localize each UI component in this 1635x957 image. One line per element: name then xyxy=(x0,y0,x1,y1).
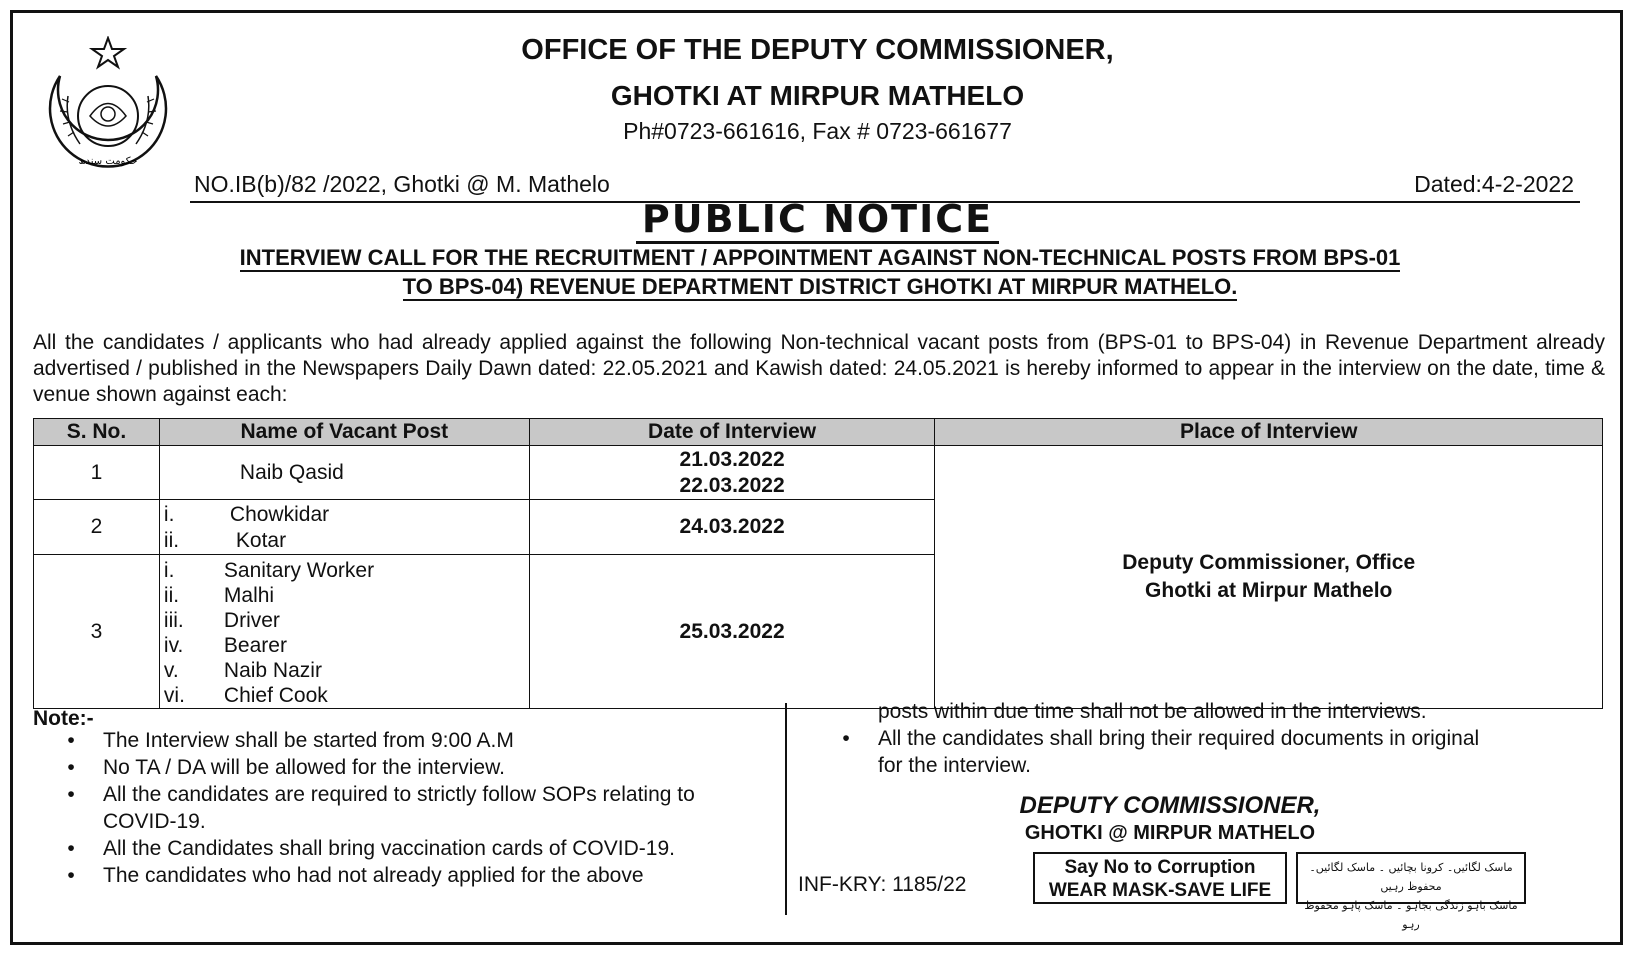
notice-date: Dated:4-2-2022 xyxy=(1414,171,1574,197)
subtitle-line-2: TO BPS-04) REVENUE DEPARTMENT DISTRICT GHOTKI AT MIRPUR MATHELO. xyxy=(402,274,1238,299)
intro-paragraph: All the candidates / applicants who had already applied against the following Non-technical vacant posts from (BPS-01 to BPS-04) in Revenue Department already advertised / published in the Newspapers Daily Dawn dated: 22.05.2021 and Kawish dated: 24.05.2021 is hereby informed to appear in the interview on the date, time & venue shown against each: xyxy=(33,331,1605,406)
header-date: Date of Interview xyxy=(529,419,935,446)
header-post: Name of Vacant Post xyxy=(159,419,529,446)
row-posts: i. Sanitary Worker ii. Malhi iii. Driver iv. Bearer v. Naib Nazir vi. Chief Cook xyxy=(159,555,529,709)
row-dates: 21.03.2022 22.03.2022 xyxy=(529,446,935,500)
anti-corruption-box: Say No to Corruption WEAR MASK-SAVE LIFE xyxy=(1033,852,1287,904)
table-row xyxy=(34,446,1603,500)
list-item: • The candidates who had not already applied for the above xyxy=(67,864,644,887)
row-post: Naib Qasid xyxy=(159,446,529,500)
interview-schedule-table xyxy=(33,418,1603,709)
table-header-row xyxy=(34,419,1603,446)
notes-right-list xyxy=(808,698,1528,779)
urdu-message-box: ماسک لگائیں۔ کرونا بچائیں ۔ ماسک لگائیں۔ محفوظ رہیں ماسک باہو زندگی بجاہو ۔ ماسک پاہو محفوظ رہو xyxy=(1296,852,1526,904)
list-item-continuation: posts within due time shall not be allowed in the interviews. xyxy=(878,700,1427,723)
reference-number: NO.IB(b)/82 /2022, Ghotki @ M. Mathelo xyxy=(194,171,610,197)
list-item: • The Interview shall be started from 9:00 A.M xyxy=(67,729,514,752)
row-posts: i. Chowkidar ii. Kotar xyxy=(159,500,529,555)
svg-text:حکومت سندھ: حکومت سندھ xyxy=(78,156,138,167)
list-item: • All the candidates are required to strictly follow SOPs relating to COVID-19. xyxy=(67,783,695,833)
row-sno: 1 xyxy=(34,446,160,500)
row-dates: 25.03.2022 xyxy=(529,555,935,709)
office-contact: Ph#0723-661616, Fax # 0723-661677 xyxy=(623,118,1012,144)
list-item: • All the candidates shall bring their required documents in original for the interview. xyxy=(842,727,1480,777)
header-sno: S. No. xyxy=(34,419,160,446)
signature-place: GHOTKI @ MIRPUR MATHELO xyxy=(1024,822,1316,844)
inf-number: INF-KRY: 1185/22 xyxy=(798,873,967,896)
header-place: Place of Interview xyxy=(935,419,1603,446)
subtitle-line-1: INTERVIEW CALL FOR THE RECRUITMENT / APPOINTMENT AGAINST NON-TECHNICAL POSTS FROM BPS-01 xyxy=(239,245,1401,270)
note-title: Note:- xyxy=(33,707,94,730)
list-item: • All the Candidates shall bring vaccination cards of COVID-19. xyxy=(67,837,675,860)
signature-title: DEPUTY COMMISSIONER, xyxy=(1019,792,1321,819)
list-item: • No TA / DA will be allowed for the interview. xyxy=(67,756,505,779)
office-title: OFFICE OF THE DEPUTY COMMISSIONER, xyxy=(521,34,1114,66)
interview-place: Deputy Commissioner, Office Ghotki at Mirpur Mathelo xyxy=(935,446,1603,709)
row-dates: 24.03.2022 xyxy=(529,500,935,555)
notes-divider xyxy=(785,703,787,915)
notice-title: PUBLIC NOTICE xyxy=(0,197,1635,241)
row-sno: 2 xyxy=(34,500,160,555)
row-sno: 3 xyxy=(34,555,160,709)
notes-left-list xyxy=(33,727,778,889)
office-location: GHOTKI AT MIRPUR MATHELO xyxy=(610,80,1025,111)
